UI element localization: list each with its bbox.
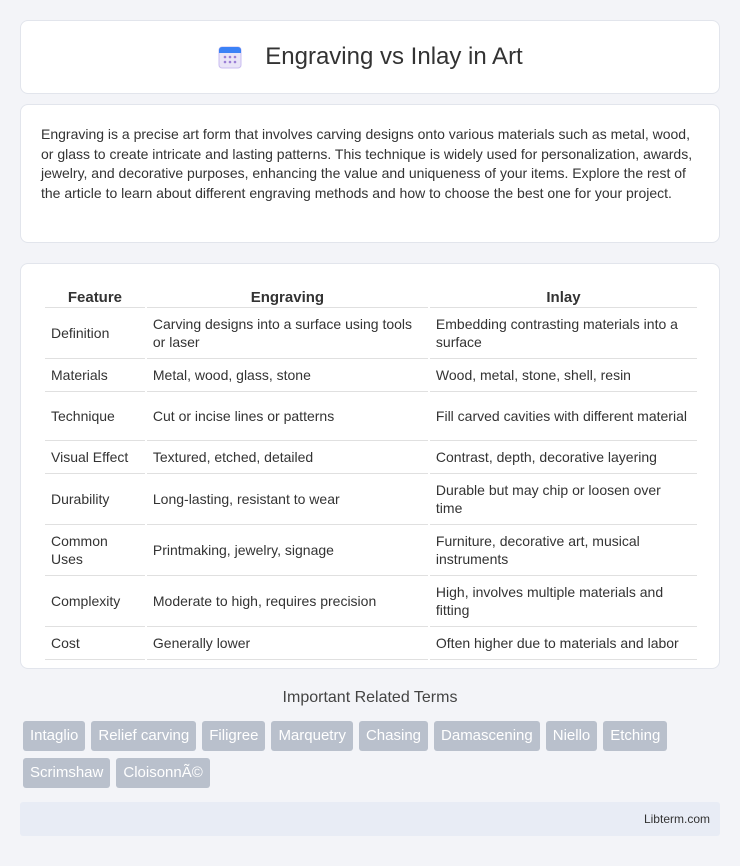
inlay-cell: Contrast, depth, decorative layering: [430, 441, 697, 474]
inlay-cell: Often higher due to materials and labor: [430, 627, 697, 660]
feature-cell: Complexity: [45, 576, 145, 627]
feature-cell: Cost: [45, 627, 145, 660]
feature-cell: Durability: [45, 474, 145, 525]
table-row: [45, 441, 697, 474]
page-title: Engraving vs Inlay in Art: [265, 43, 523, 70]
related-term-tag[interactable]: Intaglio: [23, 721, 85, 751]
comparison-table: [43, 284, 699, 660]
table-row: [45, 525, 697, 576]
footer-brand-link[interactable]: Libterm.com: [643, 812, 710, 826]
header-engraving: Engraving: [147, 284, 428, 308]
footer: [20, 802, 720, 836]
intro-text: Engraving is a precise art form that involves carving designs onto various materials such as metal, wood, or glass to create intricate and lasting patterns. This technique is widely used for personalization, awards, jewelry, and decorative purposes, enhancing the value and uniqueness of your items. Explore the rest of the article to learn about different engraving methods and how to choose the best one for your project.: [41, 126, 693, 201]
engraving-cell: Carving designs into a surface using tools or laser: [147, 308, 428, 359]
engraving-cell: Long-lasting, resistant to wear: [147, 474, 428, 525]
engraving-cell: Cut or incise lines or patterns: [147, 392, 428, 441]
header-inlay: Inlay: [430, 284, 697, 308]
related-term-tag[interactable]: CloisonnÃ©: [116, 758, 209, 788]
related-terms-list: [23, 721, 723, 788]
related-term-tag[interactable]: Etching: [603, 721, 667, 751]
feature-cell: Technique: [45, 392, 145, 441]
related-terms-heading: Important Related Terms: [282, 689, 458, 706]
header-feature: Feature: [45, 284, 145, 308]
related-term-tag[interactable]: Niello: [546, 721, 598, 751]
inlay-cell: Embedding contrasting materials into a surface: [430, 308, 697, 359]
engraving-cell: Printmaking, jewelry, signage: [147, 525, 428, 576]
related-term-tag[interactable]: Marquetry: [271, 721, 353, 751]
engraving-cell: Moderate to high, requires precision: [147, 576, 428, 627]
table-row: [45, 392, 697, 441]
inlay-cell: Wood, metal, stone, shell, resin: [430, 359, 697, 392]
table-row: [45, 474, 697, 525]
feature-cell: Visual Effect: [45, 441, 145, 474]
engraving-cell: Generally lower: [147, 627, 428, 660]
engraving-cell: Metal, wood, glass, stone: [147, 359, 428, 392]
inlay-cell: Fill carved cavities with different material: [430, 392, 697, 441]
related-term-tag[interactable]: Damascening: [434, 721, 540, 751]
inlay-cell: Furniture, decorative art, musical instruments: [430, 525, 697, 576]
title-card: [20, 20, 720, 94]
related-term-tag[interactable]: Scrimshaw: [23, 758, 110, 788]
related-term-tag[interactable]: Chasing: [359, 721, 428, 751]
table-row: [45, 308, 697, 359]
engraving-cell: Textured, etched, detailed: [147, 441, 428, 474]
feature-cell: Common Uses: [45, 525, 145, 576]
inlay-cell: Durable but may chip or loosen over time: [430, 474, 697, 525]
comparison-card: [20, 263, 720, 669]
intro-card: [20, 104, 720, 243]
related-term-tag[interactable]: Filigree: [202, 721, 265, 751]
inlay-cell: High, involves multiple materials and fitting: [430, 576, 697, 627]
table-row: [45, 359, 697, 392]
table-row: [45, 576, 697, 627]
related-term-tag[interactable]: Relief carving: [91, 721, 196, 751]
feature-cell: Materials: [45, 359, 145, 392]
feature-cell: Definition: [45, 308, 145, 359]
calendar-icon: [217, 44, 243, 70]
table-row: [45, 627, 697, 660]
